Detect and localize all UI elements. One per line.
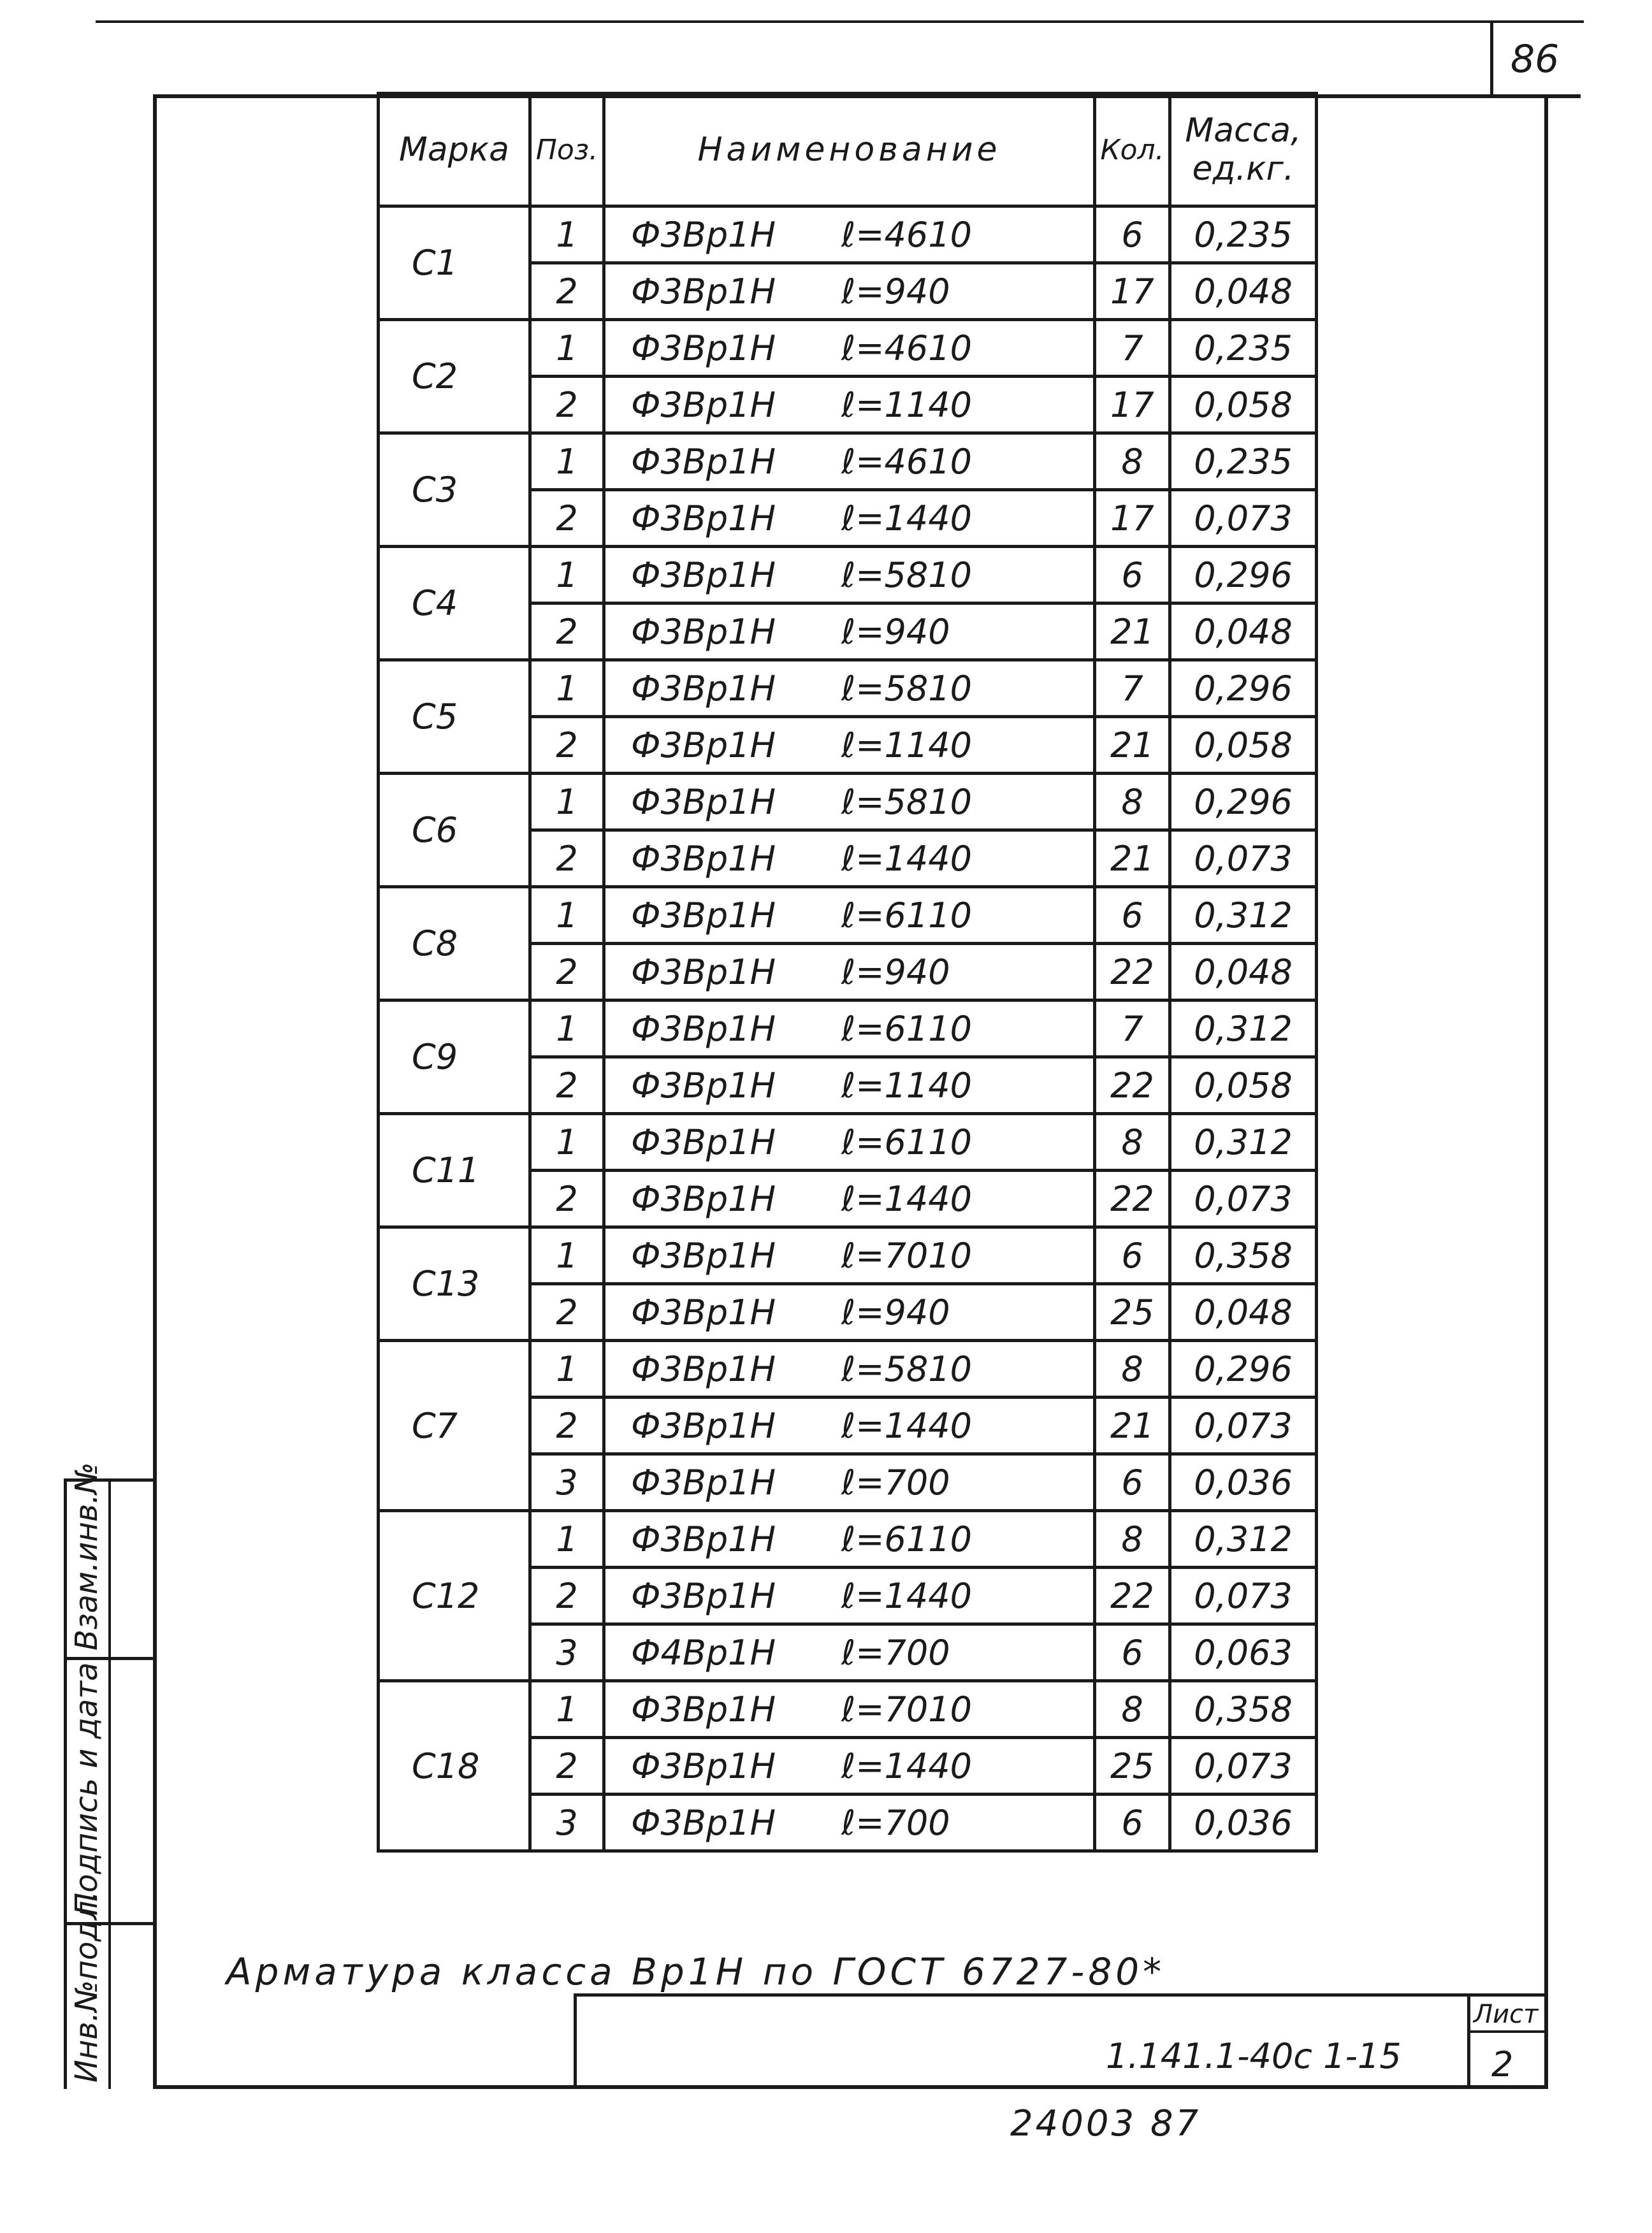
cell-qty: 8 — [1095, 774, 1170, 830]
cell-pos: 1 — [530, 1341, 604, 1398]
rebar-length: ℓ=940 — [841, 951, 950, 992]
rebar-length: ℓ=1140 — [841, 384, 972, 425]
cell-mass: 0,073 — [1170, 490, 1317, 547]
cell-mass: 0,048 — [1170, 603, 1317, 660]
stamp-document-code: 1.141.1-40с 1-15 — [1106, 2036, 1402, 2076]
cell-mass: 0,358 — [1170, 1681, 1317, 1738]
rebar-designation: Ф3Вр1Н — [631, 498, 776, 538]
cell-mass: 0,073 — [1170, 830, 1317, 887]
rebar-length: ℓ=700 — [841, 1462, 950, 1503]
table-header-row — [379, 94, 1317, 206]
stamp-sheet-left — [1467, 1993, 1470, 2089]
rebar-length: ℓ=4610 — [841, 328, 972, 368]
cell-mass: 0,312 — [1170, 1511, 1317, 1568]
rebar-length: ℓ=6110 — [841, 1122, 972, 1162]
cell-mark: С1 — [379, 206, 530, 320]
rebar-designation: Ф3Вр1Н — [631, 1575, 776, 1616]
cell-qty: 22 — [1095, 1568, 1170, 1624]
rebar-length: ℓ=1440 — [841, 498, 972, 538]
rebar-designation: Ф4Вр1Н — [631, 1632, 776, 1673]
table-row — [379, 774, 1317, 830]
cell-qty: 6 — [1095, 547, 1170, 603]
cell-mass: 0,312 — [1170, 1114, 1317, 1171]
cell-qty: 7 — [1095, 660, 1170, 717]
rebar-designation: Ф3Вр1Н — [631, 1348, 776, 1389]
rebar-length: ℓ=1440 — [841, 1405, 972, 1446]
cell-qty: 6 — [1095, 206, 1170, 263]
cell-mark: С9 — [379, 1001, 530, 1114]
cell-mass: 0,296 — [1170, 547, 1317, 603]
cell-mass: 0,358 — [1170, 1227, 1317, 1284]
cell-pos: 2 — [530, 1738, 604, 1795]
rebar-designation: Ф3Вр1Н — [631, 951, 776, 992]
rebar-length: ℓ=7010 — [841, 1689, 972, 1730]
cell-pos: 1 — [530, 774, 604, 830]
cell-pos: 2 — [530, 1057, 604, 1114]
header-qty: Кол. — [1095, 94, 1170, 206]
rebar-designation: Ф3Вр1Н — [631, 781, 776, 822]
cell-qty: 6 — [1095, 1227, 1170, 1284]
table-row — [379, 1114, 1317, 1171]
cell-pos: 1 — [530, 1114, 604, 1171]
cell-name — [604, 547, 1095, 603]
rebar-designation: Ф3Вр1Н — [631, 1235, 776, 1276]
cell-name — [604, 944, 1095, 1001]
cell-qty: 7 — [1095, 1001, 1170, 1057]
cell-mass: 0,296 — [1170, 1341, 1317, 1398]
rebar-length: ℓ=700 — [841, 1632, 950, 1673]
rebar-length: ℓ=4610 — [841, 441, 972, 482]
table-row — [379, 320, 1317, 377]
cell-pos: 1 — [530, 1001, 604, 1057]
table-row — [379, 1511, 1317, 1568]
cell-name — [604, 1795, 1095, 1851]
cell-qty: 22 — [1095, 944, 1170, 1001]
rebar-designation: Ф3Вр1Н — [631, 1065, 776, 1106]
cell-mark: С12 — [379, 1511, 530, 1681]
sheet-number-box-left — [1490, 22, 1493, 97]
cell-qty: 25 — [1095, 1738, 1170, 1795]
cell-name — [604, 1284, 1095, 1341]
cell-qty: 8 — [1095, 1114, 1170, 1171]
table-row — [379, 1681, 1317, 1738]
header-mass-line1: Масса, — [1185, 112, 1301, 150]
cell-mass: 0,312 — [1170, 1001, 1317, 1057]
header-pos: Поз. — [530, 94, 604, 206]
cell-pos: 2 — [530, 263, 604, 320]
cell-name — [604, 1114, 1095, 1171]
cell-name — [604, 1341, 1095, 1398]
cell-qty: 21 — [1095, 603, 1170, 660]
rebar-designation: Ф3Вр1Н — [631, 271, 776, 312]
cell-qty: 17 — [1095, 263, 1170, 320]
header-mark: Марка — [379, 94, 530, 206]
cell-qty: 6 — [1095, 1795, 1170, 1851]
side-label-replace-inv: Взам.инв.№ — [69, 1462, 105, 1651]
rebar-length: ℓ=940 — [841, 271, 950, 312]
frame-left — [153, 94, 157, 2089]
cell-pos: 1 — [530, 660, 604, 717]
table-row — [379, 1227, 1317, 1284]
rebar-length: ℓ=5810 — [841, 668, 972, 709]
table-row — [379, 433, 1317, 490]
rebar-designation: Ф3Вр1Н — [631, 214, 776, 255]
cell-mass: 0,048 — [1170, 1284, 1317, 1341]
rebar-length: ℓ=5810 — [841, 781, 972, 822]
rebar-designation: Ф3Вр1Н — [631, 668, 776, 709]
cell-pos: 1 — [530, 1511, 604, 1568]
cell-pos: 2 — [530, 1398, 604, 1454]
rebar-designation: Ф3Вр1Н — [631, 895, 776, 936]
rebar-designation: Ф3Вр1Н — [631, 384, 776, 425]
side-strip-mid — [108, 1478, 111, 2089]
cell-qty: 21 — [1095, 1398, 1170, 1454]
cell-mark: С6 — [379, 774, 530, 887]
cell-qty: 25 — [1095, 1284, 1170, 1341]
cell-name — [604, 717, 1095, 774]
rebar-designation: Ф3Вр1Н — [631, 441, 776, 482]
stamp-top — [574, 1993, 1548, 1997]
cell-qty: 8 — [1095, 1681, 1170, 1738]
cell-pos: 1 — [530, 1227, 604, 1284]
cell-name — [604, 660, 1095, 717]
rebar-length: ℓ=940 — [841, 1292, 950, 1333]
rebar-length: ℓ=1140 — [841, 725, 972, 765]
cell-name — [604, 1681, 1095, 1738]
cell-mark: С3 — [379, 433, 530, 547]
cell-mass: 0,063 — [1170, 1624, 1317, 1681]
cell-mass: 0,058 — [1170, 377, 1317, 433]
cell-mass: 0,296 — [1170, 774, 1317, 830]
rebar-length: ℓ=700 — [841, 1802, 950, 1843]
rebar-length: ℓ=7010 — [841, 1235, 972, 1276]
rebar-length: ℓ=1440 — [841, 1178, 972, 1219]
cell-pos: 1 — [530, 1681, 604, 1738]
table-row — [379, 206, 1317, 263]
cell-name — [604, 1454, 1095, 1511]
cell-pos: 2 — [530, 830, 604, 887]
cell-mark: С8 — [379, 887, 530, 1001]
cell-mass: 0,296 — [1170, 660, 1317, 717]
cell-pos: 2 — [530, 603, 604, 660]
cell-mass: 0,235 — [1170, 206, 1317, 263]
cell-pos: 1 — [530, 320, 604, 377]
cell-name — [604, 830, 1095, 887]
cell-qty: 21 — [1095, 830, 1170, 887]
rebar-designation: Ф3Вр1Н — [631, 1292, 776, 1333]
cell-pos: 2 — [530, 1284, 604, 1341]
rebar-designation: Ф3Вр1Н — [631, 1519, 776, 1559]
top-edge-line — [96, 20, 1584, 23]
side-label-signature-date: Подпись и дата — [69, 1662, 105, 1916]
rebar-length: ℓ=940 — [841, 611, 950, 652]
table-row — [379, 1001, 1317, 1057]
table-row — [379, 660, 1317, 717]
rebar-length: ℓ=5810 — [841, 554, 972, 595]
rebar-length: ℓ=1440 — [841, 838, 972, 879]
frame-right — [1544, 94, 1548, 2089]
cell-pos: 3 — [530, 1795, 604, 1851]
cell-qty: 8 — [1095, 1511, 1170, 1568]
cell-name — [604, 774, 1095, 830]
header-name: Наименование — [604, 94, 1095, 206]
cell-name — [604, 263, 1095, 320]
bottom-archive-number: 24003 87 — [1010, 2103, 1201, 2144]
stamp-sheet-divider — [1467, 2030, 1548, 2033]
cell-mark: С2 — [379, 320, 530, 433]
stamp-sheet-label: Лист — [1474, 2000, 1539, 2029]
cell-pos: 2 — [530, 717, 604, 774]
cell-qty: 8 — [1095, 1341, 1170, 1398]
rebar-designation: Ф3Вр1Н — [631, 1462, 776, 1503]
cell-qty: 17 — [1095, 377, 1170, 433]
cell-qty: 22 — [1095, 1057, 1170, 1114]
rebar-designation: Ф3Вр1Н — [631, 1802, 776, 1843]
cell-mass: 0,036 — [1170, 1795, 1317, 1851]
cell-mark: С5 — [379, 660, 530, 774]
table-body — [379, 206, 1317, 1851]
cell-qty: 7 — [1095, 320, 1170, 377]
cell-qty: 6 — [1095, 887, 1170, 944]
cell-qty: 6 — [1095, 1624, 1170, 1681]
cell-name — [604, 887, 1095, 944]
cell-name — [604, 490, 1095, 547]
rebar-designation: Ф3Вр1Н — [631, 725, 776, 765]
header-mass-line2: ед.кг. — [1192, 150, 1294, 188]
rebar-designation: Ф3Вр1Н — [631, 1745, 776, 1786]
cell-name — [604, 1568, 1095, 1624]
rebar-designation: Ф3Вр1Н — [631, 328, 776, 368]
cell-pos: 2 — [530, 944, 604, 1001]
cell-qty: 17 — [1095, 490, 1170, 547]
cell-mark: С11 — [379, 1114, 530, 1227]
cell-mass: 0,073 — [1170, 1398, 1317, 1454]
header-mass — [1170, 94, 1317, 206]
cell-qty: 21 — [1095, 717, 1170, 774]
sheet-number-top: 86 — [1511, 37, 1560, 82]
cell-name — [604, 603, 1095, 660]
rebar-length: ℓ=6110 — [841, 895, 972, 936]
cell-name — [604, 433, 1095, 490]
rebar-length: ℓ=6110 — [841, 1519, 972, 1559]
rebar-designation: Ф3Вр1Н — [631, 1405, 776, 1446]
cell-mass: 0,073 — [1170, 1171, 1317, 1227]
rebar-designation: Ф3Вр1Н — [631, 1008, 776, 1049]
cell-mass: 0,073 — [1170, 1568, 1317, 1624]
cell-mark: С4 — [379, 547, 530, 660]
cell-pos: 3 — [530, 1454, 604, 1511]
cell-name — [604, 1398, 1095, 1454]
cell-name — [604, 1001, 1095, 1057]
side-label-inv-original: Инв.№подл. — [69, 1891, 105, 2083]
cell-name — [604, 1171, 1095, 1227]
cell-name — [604, 206, 1095, 263]
cell-mass: 0,312 — [1170, 887, 1317, 944]
rebar-designation: Ф3Вр1Н — [631, 1178, 776, 1219]
cell-name — [604, 1738, 1095, 1795]
table-row — [379, 1341, 1317, 1398]
rebar-length: ℓ=6110 — [841, 1008, 972, 1049]
cell-qty: 6 — [1095, 1454, 1170, 1511]
cell-name — [604, 1227, 1095, 1284]
cell-pos: 1 — [530, 547, 604, 603]
cell-name — [604, 1057, 1095, 1114]
cell-mass: 0,036 — [1170, 1454, 1317, 1511]
rebar-designation: Ф3Вр1Н — [631, 554, 776, 595]
cell-pos: 1 — [530, 206, 604, 263]
cell-mass: 0,058 — [1170, 1057, 1317, 1114]
cell-pos: 2 — [530, 490, 604, 547]
cell-mark: С7 — [379, 1341, 530, 1511]
specification-table — [377, 92, 1318, 1853]
cell-qty: 8 — [1095, 433, 1170, 490]
rebar-length: ℓ=1140 — [841, 1065, 972, 1106]
cell-mass: 0,058 — [1170, 717, 1317, 774]
cell-name — [604, 320, 1095, 377]
rebar-length: ℓ=4610 — [841, 214, 972, 255]
stamp-sheet-value: 2 — [1491, 2044, 1514, 2085]
cell-mass: 0,073 — [1170, 1738, 1317, 1795]
cell-qty: 22 — [1095, 1171, 1170, 1227]
cell-pos: 2 — [530, 377, 604, 433]
cell-mass: 0,235 — [1170, 433, 1317, 490]
cell-pos: 1 — [530, 887, 604, 944]
cell-mass: 0,048 — [1170, 263, 1317, 320]
cell-pos: 3 — [530, 1624, 604, 1681]
cell-mark: С13 — [379, 1227, 530, 1341]
table-row — [379, 887, 1317, 944]
table-row — [379, 547, 1317, 603]
rebar-designation: Ф3Вр1Н — [631, 1122, 776, 1162]
cell-name — [604, 1624, 1095, 1681]
rebar-length: ℓ=1440 — [841, 1575, 972, 1616]
cell-pos: 2 — [530, 1568, 604, 1624]
frame-bottom — [153, 2085, 1548, 2089]
rebar-designation: Ф3Вр1Н — [631, 838, 776, 879]
cell-pos: 1 — [530, 433, 604, 490]
cell-name — [604, 377, 1095, 433]
cell-mass: 0,235 — [1170, 320, 1317, 377]
rebar-length: ℓ=1440 — [841, 1745, 972, 1786]
cell-name — [604, 1511, 1095, 1568]
rebar-designation: Ф3Вр1Н — [631, 1689, 776, 1730]
rebar-length: ℓ=5810 — [841, 1348, 972, 1389]
rebar-designation: Ф3Вр1Н — [631, 611, 776, 652]
side-strip-left — [64, 1478, 67, 2089]
cell-mass: 0,048 — [1170, 944, 1317, 1001]
reinforcement-note: Арматура класса Вр1Н по ГОСТ 6727-80* — [226, 1950, 1166, 1993]
cell-mark: С18 — [379, 1681, 530, 1851]
cell-pos: 2 — [530, 1171, 604, 1227]
stamp-left — [574, 1993, 577, 2089]
